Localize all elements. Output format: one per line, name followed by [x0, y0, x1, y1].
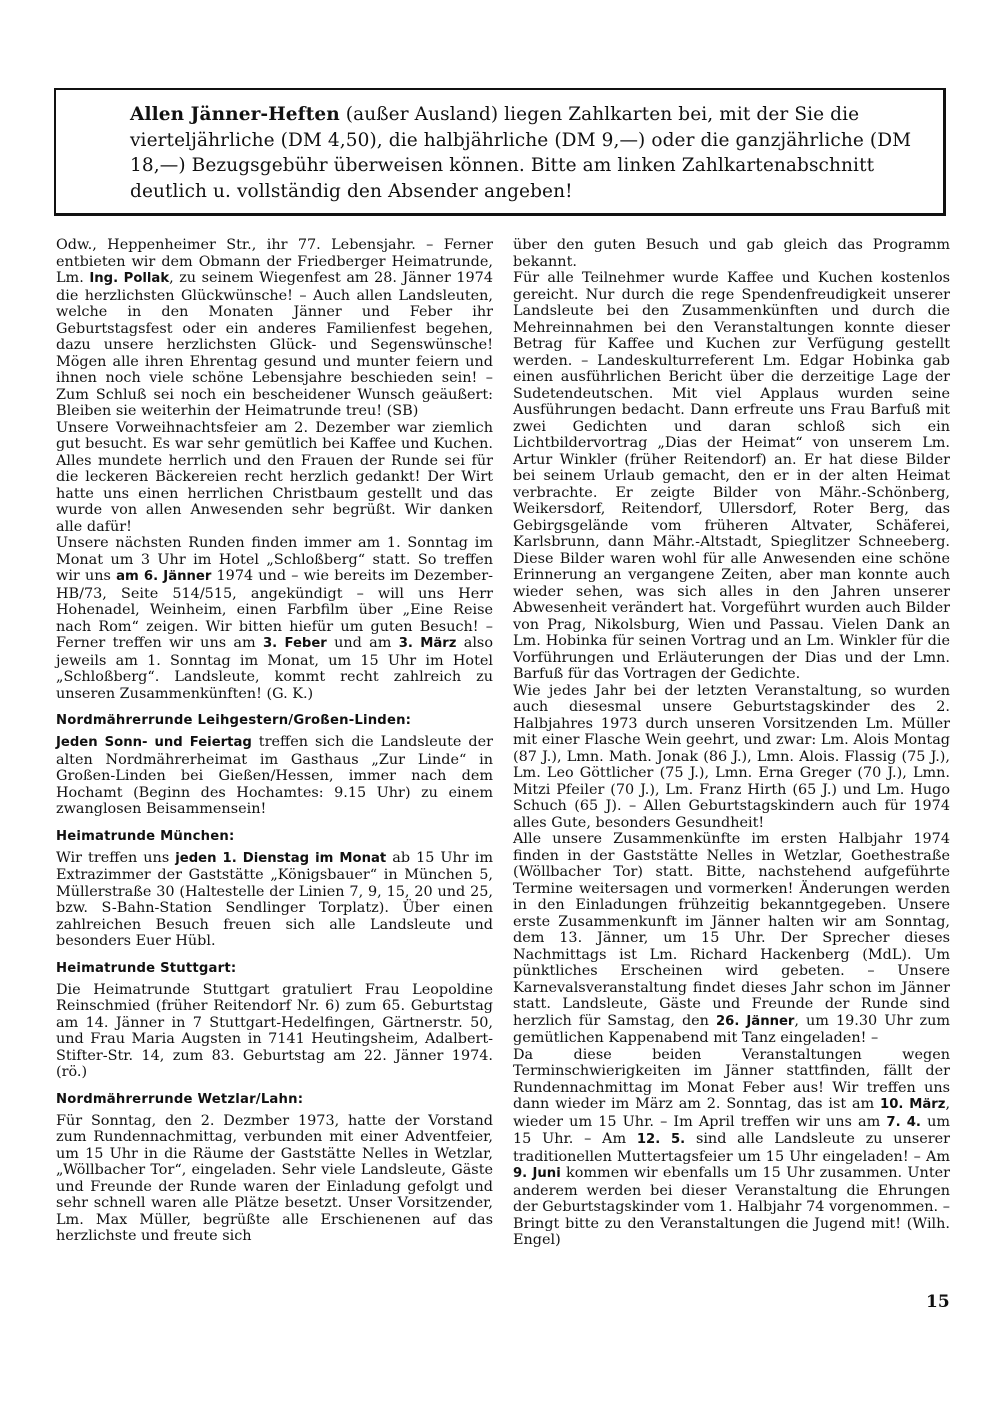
bold-date: 10. März	[880, 1097, 946, 1112]
section-heading-leihgestern: Nordmährerrunde Leihgestern/Großen-Linden:	[56, 713, 412, 728]
text-run: , um 19.30 Uhr zum gemütlichen Kappenabend mit Tanz eingeladen! –	[513, 1012, 950, 1046]
page-number: 15	[926, 1292, 950, 1312]
notice-text	[130, 102, 930, 204]
text-run: , wieder um 15 Uhr. – Im April treffen wir uns am	[513, 1096, 951, 1130]
section-text-muenchen	[56, 850, 493, 950]
notice-lead: Allen Jänner-Heften	[130, 104, 340, 125]
right-paragraph-4	[513, 831, 950, 1047]
right-paragraph-2: Für alle Teilnehmer wurde Kaffee und Kuchen kostenlos gereicht. Nur durch die rege Spendenfreudigkeit unserer Landsleute bei den Zusammenkünften und durch die Mehreinnahmen bei den Veranstaltungen konnte dieser Betrag für Kaffee und Kuchen zur Verfügung gestellt werden. – Landeskulturreferent Lm. Edgar Hobinka gab einen ausführlichen Bericht über die derzeitige Lage der Sudetendeutschen. Mit viel Applaus wurden seine Ausführungen bedacht. Dann erfreute uns Frau Barfuß mit zwei Gedichten und daran schloß sich ein Lichtbildervortrag „Dias der Heimat“ von unserem Lm. Artur Winkler (früher Reitendorf) an. Er hat diese Bilder bei seinem Urlaub gemacht, den er in der alten Heimat verbrachte. Er zeigte Bilder von Mähr.-Schönberg, Weikersdorf, Reitendorf, Ullersdorf, Roter Berg, das Gebirgsgelände vom früheren Altvater, Schäferei, Karlsbrunn, dann Mähr.-Altstadt, Spieglitzer Schneeberg. Diese Bilder waren wohl für alle Anwesenden eine schöne Erinnerung an vergangene Zeiten, aber man konnte auch wieder sehen, was sich alles in den Jahren unserer Abwesenheit verändert hat. Vorgeführt wurden auch Bilder von Prag, Nikolsburg, Wien und Passau. Vielen Dank an Lm. Hobinka für seinen Vortrag und an Lm. Winkler für die Vorführungen und Erläuterungen der Dias und der Lmn. Barfuß für das Vortragen der Gedichte.	[513, 270, 950, 682]
intro-paragraph-3	[56, 535, 493, 702]
section-heading-wetzlar: Nordmährerrunde Wetzlar/Lahn:	[56, 1091, 304, 1107]
right-paragraph-1: über den guten Besuch und gab gleich das Programm bekannt.	[513, 237, 950, 270]
left-column	[56, 237, 493, 1245]
intro-paragraph-1	[56, 237, 493, 420]
text-run: kommen wir ebenfalls um 15 Uhr zusammen. Unter anderem werden bei dieser Veranstaltung die Ehrungen der Geburtstagskinder vom 1. Halbjahr 74 vorgenommen. – Bringt bitte zu den Veranstaltungen die Jugend mit! (Wilh. Engel)	[513, 1165, 950, 1248]
intro-paragraph-2: Unsere Vorweihnachtsfeier am 2. Dezember war ziemlich gut besucht. Es war sehr gemütlich bei Kaffee und Kuchen. Alles mundete herrlich und den Frauen der Runde sei für die leckeren Bäckereien recht herzlich gedankt! Der Wirt hatte uns einen herrlichen Christbaum gestellt und das wurde von allen Anwesenden sehr begrüßt. Wir danken alle dafür!	[56, 419, 493, 535]
text-run: , zu seinem Wiegenfest am 28. Jänner 1974 die herzlichsten Glückwünsche! – Auch allen Landsleuten, welche in den Monaten Jänner und Feber ihr Geburtstagsfest oder ein anderes Familienfest begehen, dazu unsere herzlichsten Glück- und Segenswünsche! Mögen alle ihren Ehrentag gesund und munter feiern und ihnen noch viele schöne Lebensjahre beschieden sein! – Zum Schluß sei noch ein bescheidener Wunsch geäußert: Bleiben sie weiterhin der Heimatrunde treu! (SB)	[56, 270, 493, 419]
text-run: ab 15 Uhr im Extrazimmer der Gaststätte „Königsbauer“ in München 5, Müllerstraße 30 (Haltestelle der Linien 7, 9, 15, 20 und 25, bzw. S-Bahn-Station Sendlinger Torplatz). Über einen zahlreichen Besuch freuen sich alle Landsleute und besonders Euer Hübl.	[56, 849, 493, 949]
text-run: 1974 und – wie bereits im Dezember-HB/73, Seite 514/515, angekündigt – will uns Herr Hohenadel, Weinheim, einen Farbfilm über „Eine Reise nach Rom“ zeigen. Wir bitten hiefür um guten Besuch! – Ferner treffen wir uns am	[56, 568, 493, 651]
section-heading-stuttgart: Heimatrunde Stuttgart:	[56, 960, 237, 976]
bold-date: 7. 4.	[886, 1114, 921, 1130]
right-paragraph-5	[513, 1047, 950, 1249]
bold-name: Ing. Pollak	[89, 271, 170, 286]
bold-date: 12. 5.	[636, 1132, 686, 1147]
bold-date: 3. Feber	[262, 636, 327, 651]
bold-date: 3. März	[398, 636, 457, 651]
bold-date: am 6. Jänner	[116, 569, 212, 584]
text-run: Da diese beiden Veranstaltungen wegen Terminschwierigkeiten im Jänner stattfinden, fällt der Rundennachmittag im Monat Feber aus! Wir treffen uns dann wieder im März am 2. Sonntag, das ist am	[513, 1046, 950, 1112]
right-column	[513, 237, 950, 1249]
section-text-stuttgart: Die Heimatrunde Stuttgart gratuliert Frau Leopoldine Reinschmied (früher Reitendorf Nr. 6) zum 65. Geburtstag am 14. Jänner in 7 Stuttgart-Hedelfingen, Gärtnerstr. 50, und Frau Maria Augsten in 7141 Heutingsheim, Adalbert-Stifter-Str. 14, zum 83. Geburtstag am 22. Jänner 1974. (rö.)	[56, 981, 493, 1080]
bold-lead: jeden 1. Dienstag im Monat	[175, 850, 387, 866]
notice-box	[54, 88, 946, 216]
text-run: sind alle Landsleute zu unserer traditionellen Muttertagsfeier um 15 Uhr eingeladen! – Am	[513, 1131, 950, 1165]
text-run: Odw., Heppenheimer Str., ihr 77. Lebensjahr. – Ferner entbieten wir dem Obmann der Friedberger Heimatrunde, Lm.	[56, 237, 493, 286]
right-paragraph-3: Wie jedes Jahr bei der letzten Veranstaltung, so wurden auch diesesmal unsere Geburtstagskinder des 2. Halbjahres 1973 durch unseren Vorsitzenden Lm. Müller mit einer Flasche Wein geehrt, und zwar: Lm. Alois Montag (87 J.), Lmn. Math. Jonak (86 J.), Lmn. Alois. Flassig (75 J.), Lm. Leo Göttlicher (75 J.), Lmn. Erna Greger (70 J.), Lmn. Mitzi Pfeiler (70 J.), Lm. Franz Hirth (65 J.) und Lm. Hugo Schuch (65 J). – Allen Geburtstagskindern auch für 1974 alles Gute, besonders Gesundheit!	[513, 682, 950, 831]
text-run: Unsere nächsten Runden finden immer am 1. Sonntag im Monat um 3 Uhr im Hotel „Schloßberg“ statt. So treffen wir uns	[56, 535, 493, 584]
text-run: Wir treffen uns	[56, 849, 176, 866]
text-run: also jeweils am 1. Sonntag im Monat, um 15 Uhr im Hotel „Schloßberg“. Landsleute, kommt recht zahlreich zu unseren Zusammenkünften! (G. K.)	[56, 635, 493, 702]
section-text-leihgestern	[56, 734, 493, 818]
text-run: um 15 Uhr. – Am	[513, 1113, 950, 1147]
section-text-wetzlar: Für Sonntag, den 2. Dezmber 1973, hatte der Vorstand zum Rundennachmittag, verbunden mit einer Adventfeier, um 15 Uhr in die Räume der Gaststätte Nelles in Wetzlar, „Wöllbacher Tor“, eingeladen. Sehr viele Landsleute, Gäste und Freunde der Runde waren der Einladung gefolgt und sehr schnell waren alle Plätze besetzt. Unser Vorsitzender, Lm. Max Müller, begrüßte alle Erschienenen auf das herzlichste und freute sich	[56, 1112, 493, 1244]
bold-date: 26. Jänner	[715, 1013, 795, 1029]
bold-lead: Jeden Sonn- und Feiertag	[56, 735, 252, 750]
bold-date: 9. Juni	[513, 1166, 561, 1181]
text-run: und am	[326, 635, 399, 651]
text-run: Alle unsere Zusammenkünfte im ersten Halbjahr 1974 finden in der Gaststätte Nelles in Wetzlar, Goethestraße (Wöllbacher Tor) statt. Bitte, nachstehend aufgeführte Termine weitersagen und vormerken! Änderungen werden in den Einladungen frühzeitig bekanntgegeben. Unsere erste Zusammenkunft im Jänner halten wir am Sonntag, dem 13. Jänner, um 15 Uhr. Der Sprecher dieses Nachmittags ist Lm. Richard Hackenberg (MdL). Um pünktliches Erscheinen wird gebeten. – Unsere Karnevalsveranstaltung findet dieses Jahr schon im Jänner statt. Landsleute, Gäste und Freunde der Runde sind herzlich für Samstag, den	[513, 831, 950, 1029]
notice-body: (außer Ausland) liegen Zahlkarten bei, mit der Sie die vierteljährliche (DM 4,50), die halbjährliche (DM 9,—) oder die ganzjährliche (DM 18,—) Bezugsgebühr überweisen können. Bitte am linken Zahlkartenabschnitt deutlich u. vollständig den Absender angeben!	[130, 104, 912, 202]
section-heading-muenchen: Heimatrunde München:	[56, 828, 235, 844]
text-run: treffen sich die Landsleute der alten Nordmährerheimat im Gasthaus „Zur Linde“ in Großen-Linden bei Gießen/Hessen, immer nach dem Hochamt (Beginn des Hochamtes: 9.15 Uhr) zu einem zwanglosen Beisammensein!	[56, 734, 493, 817]
